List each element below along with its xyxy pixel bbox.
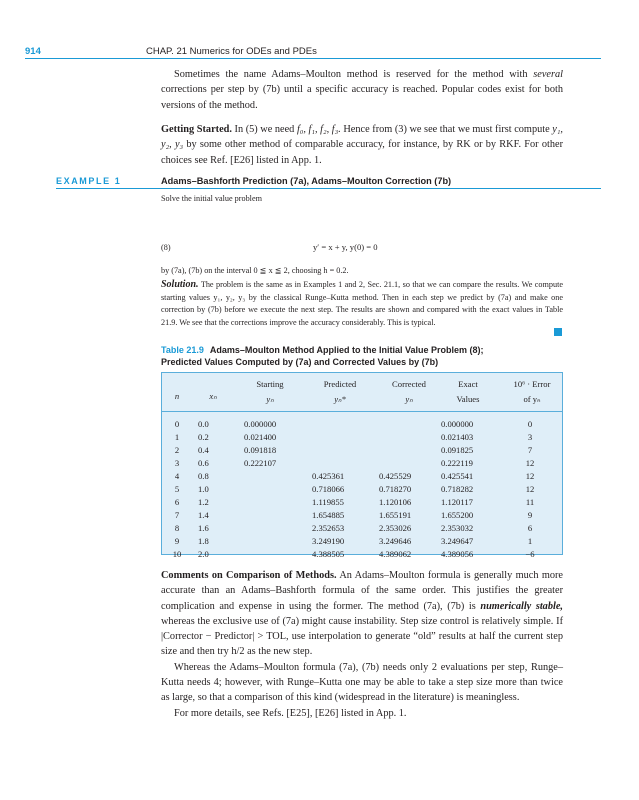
cell-corr: 1.120106 [379, 496, 412, 507]
cell-exact: 0.425541 [441, 470, 474, 481]
cell-x: 0.0 [198, 419, 209, 429]
cell-exact: 0.222119 [441, 457, 473, 468]
col-header-predicted-sub: yₙ* [334, 394, 346, 404]
intro-italic: several [533, 69, 563, 80]
cell-n: 6 [174, 496, 180, 507]
example-label: EXAMPLE 1 [56, 176, 122, 186]
getting-started-text-a: In (5) we need [234, 124, 295, 135]
cell-pred: 0.718066 [312, 483, 345, 494]
by-line: by (7a), (7b) on the interval 0 ≦ x ≦ 2, choosing h = 0.2. [161, 266, 349, 275]
example-intro: Solve the initial value problem [161, 194, 262, 203]
cell-x: 0.6 [198, 457, 209, 468]
example-title: Adams–Bashforth Prediction (7a), Adams–Moulton Correction (7b) [161, 176, 452, 186]
col-header-corrected-sub: yₙ [405, 394, 413, 404]
cell-corr: 4.389062 [379, 548, 412, 559]
col-header-error-sub: of yₙ [523, 394, 541, 404]
cell-corr: 2.353026 [379, 522, 412, 533]
intro-text-rest: corrections per step by (7b) until a specific accuracy is reached. Popular codes exist for both versions of the method. [161, 84, 563, 111]
cell-n: 2 [174, 444, 180, 455]
cell-x: 1.0 [198, 483, 209, 494]
comments-text-a: An Adams–Moulton formula is generally much more accurate than an Adams–Bashforth formula of the same order. This justifies the greater complication and expense in using the former. The method (7a), (7b) is [161, 570, 563, 612]
cell-x: 1.8 [198, 535, 209, 546]
cell-err: 12 [525, 457, 535, 468]
cell-x: 2.0 [198, 548, 209, 559]
cell-n: 3 [174, 457, 180, 468]
cell-start: 0.222107 [244, 457, 277, 468]
cell-n: 5 [174, 483, 180, 494]
chapter-title: CHAP. 21 Numerics for ODEs and PDEs [146, 46, 317, 57]
cell-pred: 1.654885 [312, 509, 345, 520]
equation-number: (8) [161, 243, 171, 252]
cell-exact: 2.353032 [441, 522, 474, 533]
cell-err: 11 [525, 496, 535, 507]
getting-started-heading: Getting Started. [161, 124, 232, 135]
intro-text: Sometimes the name Adams–Moulton method is reserved for the method with [174, 69, 528, 80]
cell-x: 0.2 [198, 431, 209, 442]
example-rule [56, 188, 601, 189]
cell-n: 8 [174, 522, 180, 533]
cell-pred: 3.249190 [312, 535, 345, 546]
cell-exact: 4.389056 [441, 548, 474, 559]
cell-err: −6 [525, 548, 535, 559]
cell-n: 9 [174, 535, 180, 546]
cell-err: 12 [525, 470, 535, 481]
intro-paragraph [161, 67, 563, 113]
cell-exact: 0.000000 [441, 419, 474, 429]
cell-corr: 1.655191 [379, 509, 412, 520]
cell-start: 0.021400 [244, 431, 277, 442]
cell-exact: 0.021403 [441, 431, 474, 442]
table-caption [161, 344, 484, 368]
cell-n: 0 [174, 419, 180, 429]
cell-err: 0 [527, 419, 533, 429]
cell-exact: 1.655200 [441, 509, 474, 520]
comments-paragraph-3: For more details, see Refs. [E25], [E26] listed in App. 1. [174, 707, 407, 719]
cell-pred: 1.119855 [312, 496, 344, 507]
cell-n: 7 [174, 509, 180, 520]
comments-paragraph [161, 568, 563, 721]
table-caption-line2: Predicted Values Computed by (7a) and Corrected Values by (7b) [161, 357, 439, 367]
cell-n: 1 [174, 431, 180, 442]
cell-x: 1.4 [198, 509, 209, 520]
end-of-example-square-icon [554, 328, 562, 336]
cell-start: 0.000000 [244, 419, 277, 429]
comments-text-b: whereas the exclusive use of (7a) might cause instability. Step size control is relatively simple. If |Corrector − Predictor| > TOL, use interpolation to generate “old” results at half the current step size and then try h/2 as the new step. [161, 615, 563, 658]
cell-corr: 0.425529 [379, 470, 412, 481]
cell-err: 1 [527, 535, 533, 546]
table-header-rule [162, 411, 562, 412]
cell-err: 12 [525, 483, 535, 494]
cell-pred: 2.352653 [312, 522, 345, 533]
col-header-x: xₙ [209, 391, 217, 401]
solution-text: The problem is the same as in Examples 1 and 2, Sec. 21.1, so that we can compare the results. We compute starting values y₁, y₂, y₃ by the classical Runge–Kutta method. Then in each step we predict by (7a) and make one correction by (7b) before we execute the next step. The results are shown and compared with the exact values in Table 21.9. We see that the corrections improve the accuracy considerably. This is typical. [161, 280, 563, 327]
math-f-values: f₀, f₁, f₂, f₃. [296, 124, 341, 135]
cell-corr: 0.718270 [379, 483, 412, 494]
cell-start: 0.091818 [244, 444, 277, 455]
getting-started-paragraph [161, 122, 563, 168]
cell-err: 7 [527, 444, 533, 455]
cell-pred: 4.388505 [312, 548, 345, 559]
getting-started-text-b: Hence from (3) we see that we must first compute [343, 124, 550, 135]
results-table [161, 372, 563, 559]
cell-pred: 0.425361 [312, 470, 345, 481]
col-header-error: 10⁶ · Error [513, 379, 551, 389]
cell-x: 0.4 [198, 444, 209, 455]
cell-exact: 0.718282 [441, 483, 474, 494]
comments-emphasis: numerically stable, [480, 600, 563, 612]
cell-err: 9 [527, 509, 533, 520]
table-label: Table 21.9 [161, 345, 204, 355]
math-y-values: y₁, y₂, y₃ [161, 124, 563, 151]
cell-x: 1.2 [198, 496, 209, 507]
getting-started-text-c: by some other method of comparable accuracy, for instance, by RK or by RKF. For other choices see Ref. [E26] listed in App. 1. [161, 139, 563, 166]
col-header-starting: Starting [256, 379, 284, 389]
cell-err: 3 [527, 431, 533, 442]
cell-n: 10 [172, 548, 182, 559]
solution-paragraph [161, 279, 563, 329]
solution-label: Solution. [161, 279, 199, 290]
cell-x: 0.8 [198, 470, 209, 481]
cell-exact: 3.249647 [441, 535, 474, 546]
header-rule [25, 58, 601, 59]
cell-exact: 0.091825 [441, 444, 474, 455]
cell-n: 4 [174, 470, 180, 481]
cell-corr: 3.249646 [379, 535, 412, 546]
col-header-n: n [174, 391, 180, 401]
comments-heading: Comments on Comparison of Methods. [161, 570, 337, 581]
page-number: 914 [25, 46, 41, 57]
col-header-corrected: Corrected [392, 379, 426, 389]
col-header-predicted: Predicted [323, 379, 357, 389]
col-header-starting-sub: yₙ [266, 394, 274, 404]
comments-paragraph-2: Whereas the Adams–Moulton formula (7a), (7b) needs only 2 evaluations per step, Runge–Kutta needs 4; however, with Runge–Kutta one may be able to take a step size more than twice as large, so that a comparison of this kind (widespread in the literature) is meaningless. [161, 661, 563, 704]
cell-x: 1.6 [198, 522, 209, 533]
col-header-exact-sub: Values [456, 394, 480, 404]
cell-exact: 1.120117 [441, 496, 473, 507]
cell-err: 6 [527, 522, 533, 533]
equation: y′ = x + y, y(0) = 0 [313, 242, 378, 252]
col-header-exact: Exact [458, 379, 478, 389]
table-caption-line1: Adams–Moulton Method Applied to the Initial Value Problem (8); [209, 345, 484, 355]
